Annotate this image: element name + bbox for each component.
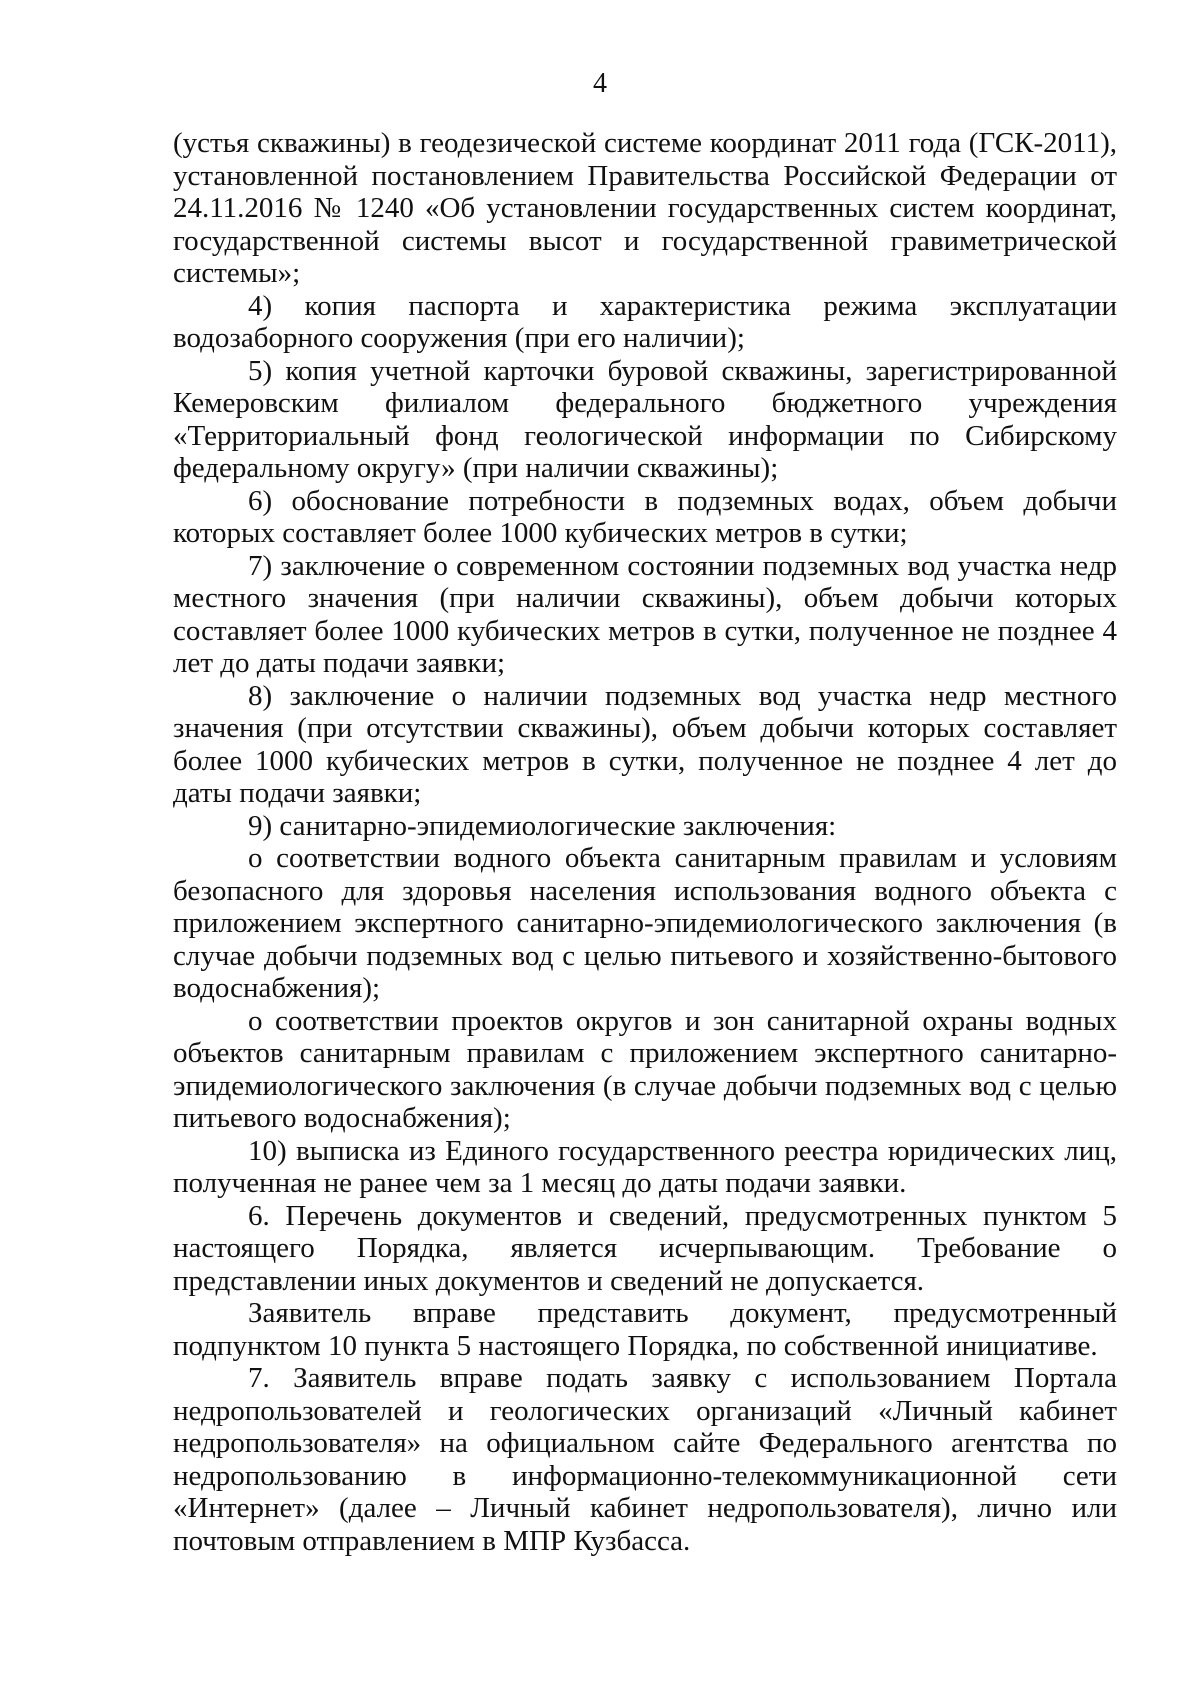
page-number: 4 [593, 68, 607, 99]
paragraph-continuation: (устья скважины) в геодезической системе координат 2011 года (ГСК-2011), установленной постановлением Правительства Российской Федерации от 24.11.2016 № 1240 «Об установлении государственных систем координат, государственной системы высот и государственной гравиметрической системы»; [173, 127, 1117, 289]
paragraph-item-10: 10) выписка из Единого государственного реестра юридических лиц, полученная не ранее чем за 1 месяц до даты подачи заявки. [173, 1134, 1117, 1199]
paragraph-item-6: 6) обоснование потребности в подземных водах, объем добычи которых составляет более 1000 кубических метров в сутки; [173, 484, 1117, 549]
paragraph-item-9: 9) санитарно-эпидемиологические заключения: [248, 809, 837, 842]
paragraph-section-6-applicant: Заявитель вправе представить документ, предусмотренный подпунктом 10 пункта 5 настоящего Порядка, по собственной инициативе. [173, 1297, 1117, 1362]
paragraph-item-5: 5) копия учетной карточки буровой скважины, зарегистрированной Кемеровским филиалом федерального бюджетного учреждения «Территориальный фонд геологической информации по Сибирскому федеральному округу» (при наличии скважины); [173, 354, 1117, 484]
paragraph-item-8: 8) заключение о наличии подземных вод участка недр местного значения (при отсутствии скважины), объем добычи которых составляет более 1000 кубических метров в сутки, полученное не позднее 4 лет до даты подачи заявки; [173, 679, 1117, 809]
paragraph-item-9-sub-1: о соответствии водного объекта санитарным правилам и условиям безопасного для здоровья населения использования водного объекта с приложением экспертного санитарно-эпидемиологического заключения (в случае добычи подземных вод с целью питьевого и хозяйственно-бытового водоснабжения); [173, 842, 1117, 1004]
paragraph-item-9-sub-2: о соответствии проектов округов и зон санитарной охраны водных объектов санитарным правилам с приложением экспертного санитарно-эпидемиологического заключения (в случае добычи подземных вод с целью питьевого водоснабжения); [173, 1004, 1117, 1134]
document-body [173, 127, 1117, 1557]
paragraph-item-7: 7) заключение о современном состоянии подземных вод участка недр местного значения (при наличии скважины), объем добычи которых составляет более 1000 кубических метров в сутки, полученное не позднее 4 лет до даты подачи заявки; [173, 549, 1117, 679]
paragraph-item-4: 4) копия паспорта и характеристика режима эксплуатации водозаборного сооружения (при его наличии); [173, 289, 1117, 354]
paragraph-section-6: 6. Перечень документов и сведений, предусмотренных пунктом 5 настоящего Порядка, является исчерпывающим. Требование о представлении иных документов и сведений не допускается. [173, 1199, 1117, 1297]
paragraph-section-7: 7. Заявитель вправе подать заявку с использованием Портала недропользователей и геологических организаций «Личный кабинет недропользователя» на официальном сайте Федерального агентства по недропользованию в информационно-телекоммуникационной сети «Интернет» (далее – Личный кабинет недропользователя), лично или почтовым отправлением в МПР Кузбасса. [173, 1362, 1117, 1557]
